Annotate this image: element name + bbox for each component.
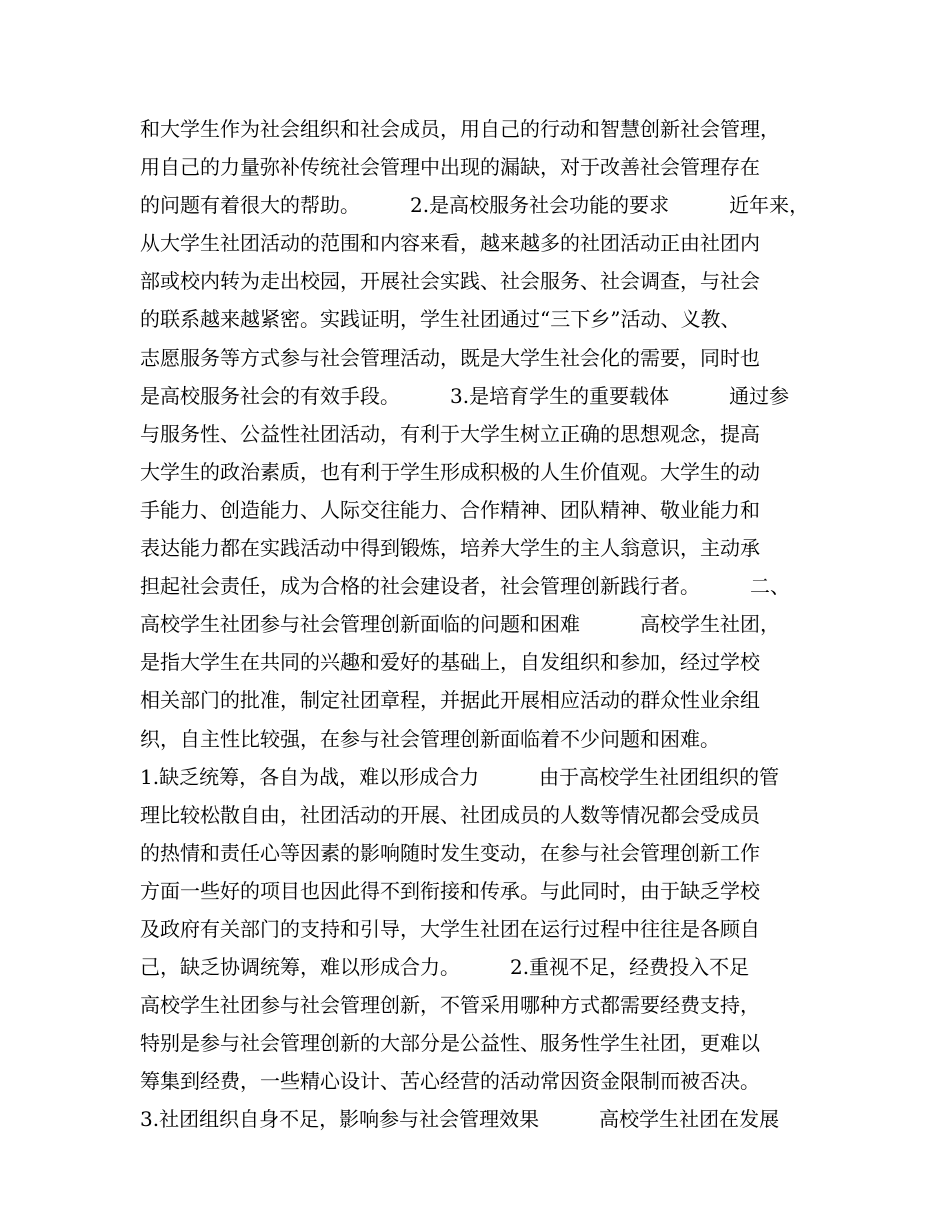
text-line: 高校学生社团参与社会管理创新，不管采用哪种方式都需要经费支持，	[140, 993, 760, 1018]
text-line: 志愿服务等方式参与社会管理活动，既是大学生社会化的需要，同时也	[140, 345, 760, 370]
text-line: 表达能力都在实践活动中得到锻炼，培养大学生的主人翁意识，主动承	[140, 536, 760, 561]
text-line: 特别是参与社会管理创新的大部分是公益性、服务性学生社团，更难以	[140, 1031, 760, 1056]
text-line: 织，自主性比较强，在参与社会管理创新面临着不少问题和困难。	[140, 726, 720, 751]
text-line: 的联系越来越紧密。实践证明，学生社团通过“三下乡”活动、义教、	[140, 307, 741, 332]
text-line: 1.缺乏统筹，各自为战，难以形成合力 由于高校学生社团组织的管	[140, 764, 780, 789]
text-line: 己，缺乏协调统筹，难以形成合力。 2.重视不足，经费投入不足	[140, 955, 750, 980]
text-line: 和大学生作为社会组织和社会成员，用自己的行动和智慧创新社会管理，	[140, 117, 780, 141]
text-line: 方面一些好的项目也因此得不到衔接和传承。与此同时，由于缺乏学校	[140, 878, 760, 903]
body-text	[140, 110, 840, 1139]
text-line: 筹集到经费，一些精心设计、苦心经营的活动常因资金限制而被否决。	[140, 1069, 760, 1094]
text-line: 与服务性、公益性社团活动，有利于大学生树立正确的思想观念，提高	[140, 421, 760, 446]
text-line: 相关部门的批准，制定社团章程，并据此开展相应活动的群众性业余组	[140, 688, 760, 713]
text-line: 手能力、创造能力、人际交往能力、合作精神、团队精神、敬业能力和	[140, 497, 760, 522]
text-line: 部或校内转为走出校园，开展社会实践、社会服务、社会调查，与社会	[140, 269, 760, 294]
text-line: 是指大学生在共同的兴趣和爱好的基础上，自发组织和参加，经过学校	[140, 650, 760, 675]
text-line: 高校学生社团参与社会管理创新面临的问题和困难 高校学生社团，	[140, 612, 780, 637]
text-line: 是高校服务社会的有效手段。 3.是培育学生的重要载体 通过参	[140, 383, 790, 408]
text-line: 及政府有关部门的支持和引导，大学生社团在运行过程中往往是各顾自	[140, 916, 760, 941]
text-line: 3.社团组织自身不足，影响参与社会管理效果 高校学生社团在发展	[140, 1107, 780, 1132]
text-line: 理比较松散自由，社团活动的开展、社团成员的人数等情况都会受成员	[140, 802, 760, 827]
text-line: 用自己的力量弥补传统社会管理中出现的漏缺，对于改善社会管理存在	[140, 155, 760, 180]
text-line: 的热情和责任心等因素的影响随时发生变动，在参与社会管理创新工作	[140, 840, 760, 865]
text-line: 大学生的政治素质，也有利于学生形成积极的人生价值观。大学生的动	[140, 459, 760, 484]
text-line: 从大学生社团活动的范围和内容来看，越来越多的社团活动正由社团内	[140, 231, 760, 256]
text-line: 的问题有着很大的帮助。 2.是高校服务社会功能的要求 近年来，	[140, 193, 810, 218]
text-line: 担起社会责任，成为合格的社会建设者，社会管理创新践行者。 二、	[140, 574, 790, 599]
